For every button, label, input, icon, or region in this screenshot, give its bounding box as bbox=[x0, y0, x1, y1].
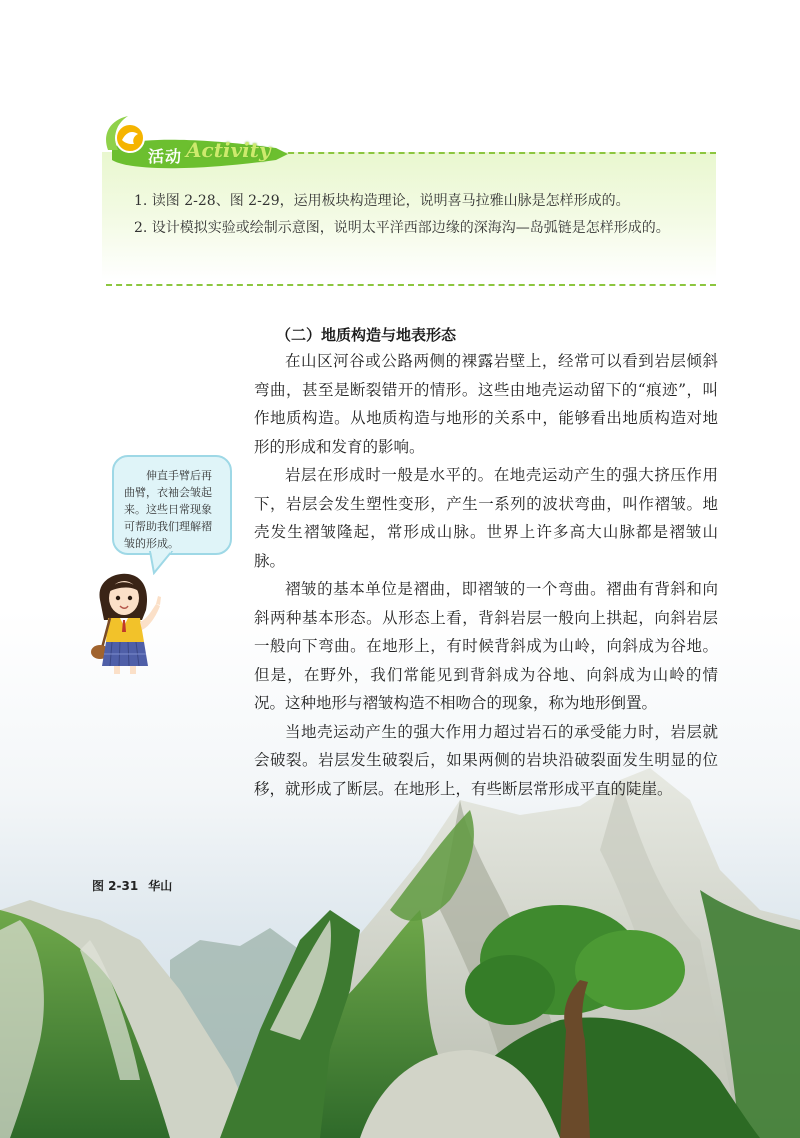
paragraph: 当地壳运动产生的强大作用力超过岩石的承受能力时，岩层就会破裂。岩层发生破裂后，如果两侧的岩块沿破裂面发生明显的位移，就形成了断层。在地形上，有些断层常形成平直的陡崖。 bbox=[254, 722, 718, 798]
paragraph: 岩层在形成时一般是水平的。在地壳运动产生的强大挤压作用下，岩层会发生塑性变形，产生一系列的波状弯曲，叫作褶皱。地壳发生褶皱隆起，常形成山脉。世界上许多高大山脉都是褶皱山脉。 bbox=[254, 466, 718, 570]
figure-caption bbox=[92, 877, 182, 894]
tip-text: 伸直手臂后再曲臂，衣袖会皱起来。这些日常现象可帮助我们理解褶皱的形成。 bbox=[124, 469, 212, 550]
paragraph: 在山区河谷或公路两侧的裸露岩壁上，经常可以看到岩层倾斜弯曲，甚至是断裂错开的情形。这些由地壳运动留下的“痕迹”，叫作地质构造。从地质构造与地形的关系中，能够看出地质构造对地形的形成和发育的影响。 bbox=[254, 352, 718, 456]
activity-item: 1. 读图 2-28、图 2-29，运用板块构造理论，说明喜马拉雅山脉是怎样形成的。 bbox=[134, 193, 630, 209]
student-girl-icon bbox=[86, 570, 166, 674]
activity-badge bbox=[98, 114, 278, 174]
activity-bottom-divider bbox=[106, 284, 716, 286]
activity-label: 活动 bbox=[148, 147, 183, 166]
activity-item: 2. 设计模拟实验或绘制示意图，说明太平洋西部边缘的深海沟—岛弧链是怎样形成的。 bbox=[134, 220, 670, 236]
activity-label-en: Activity bbox=[186, 138, 271, 162]
figure-title: 华山 bbox=[148, 879, 173, 893]
activity-top-divider bbox=[268, 152, 716, 154]
section-body bbox=[254, 347, 718, 803]
figure-number: 图 2-31 bbox=[92, 879, 139, 893]
paragraph: 褶皱的基本单位是褶曲，即褶皱的一个弯曲。褶曲有背斜和向斜两种基本形态。从形态上看，背斜岩层一般向上拱起，向斜岩层一般向下弯曲。在地形上，有时候背斜成为山岭，向斜成为谷地。但是，在野外，我们常能见到背斜成为谷地、向斜成为山岭的情况。这种地形与褶皱构造不相吻合的现象，称为地形倒置。 bbox=[254, 580, 718, 712]
tip-bubble bbox=[112, 455, 232, 555]
activity-items bbox=[106, 188, 706, 242]
activity-box bbox=[88, 112, 716, 290]
section-heading: （二）地质构造与地表形态 bbox=[276, 326, 457, 344]
